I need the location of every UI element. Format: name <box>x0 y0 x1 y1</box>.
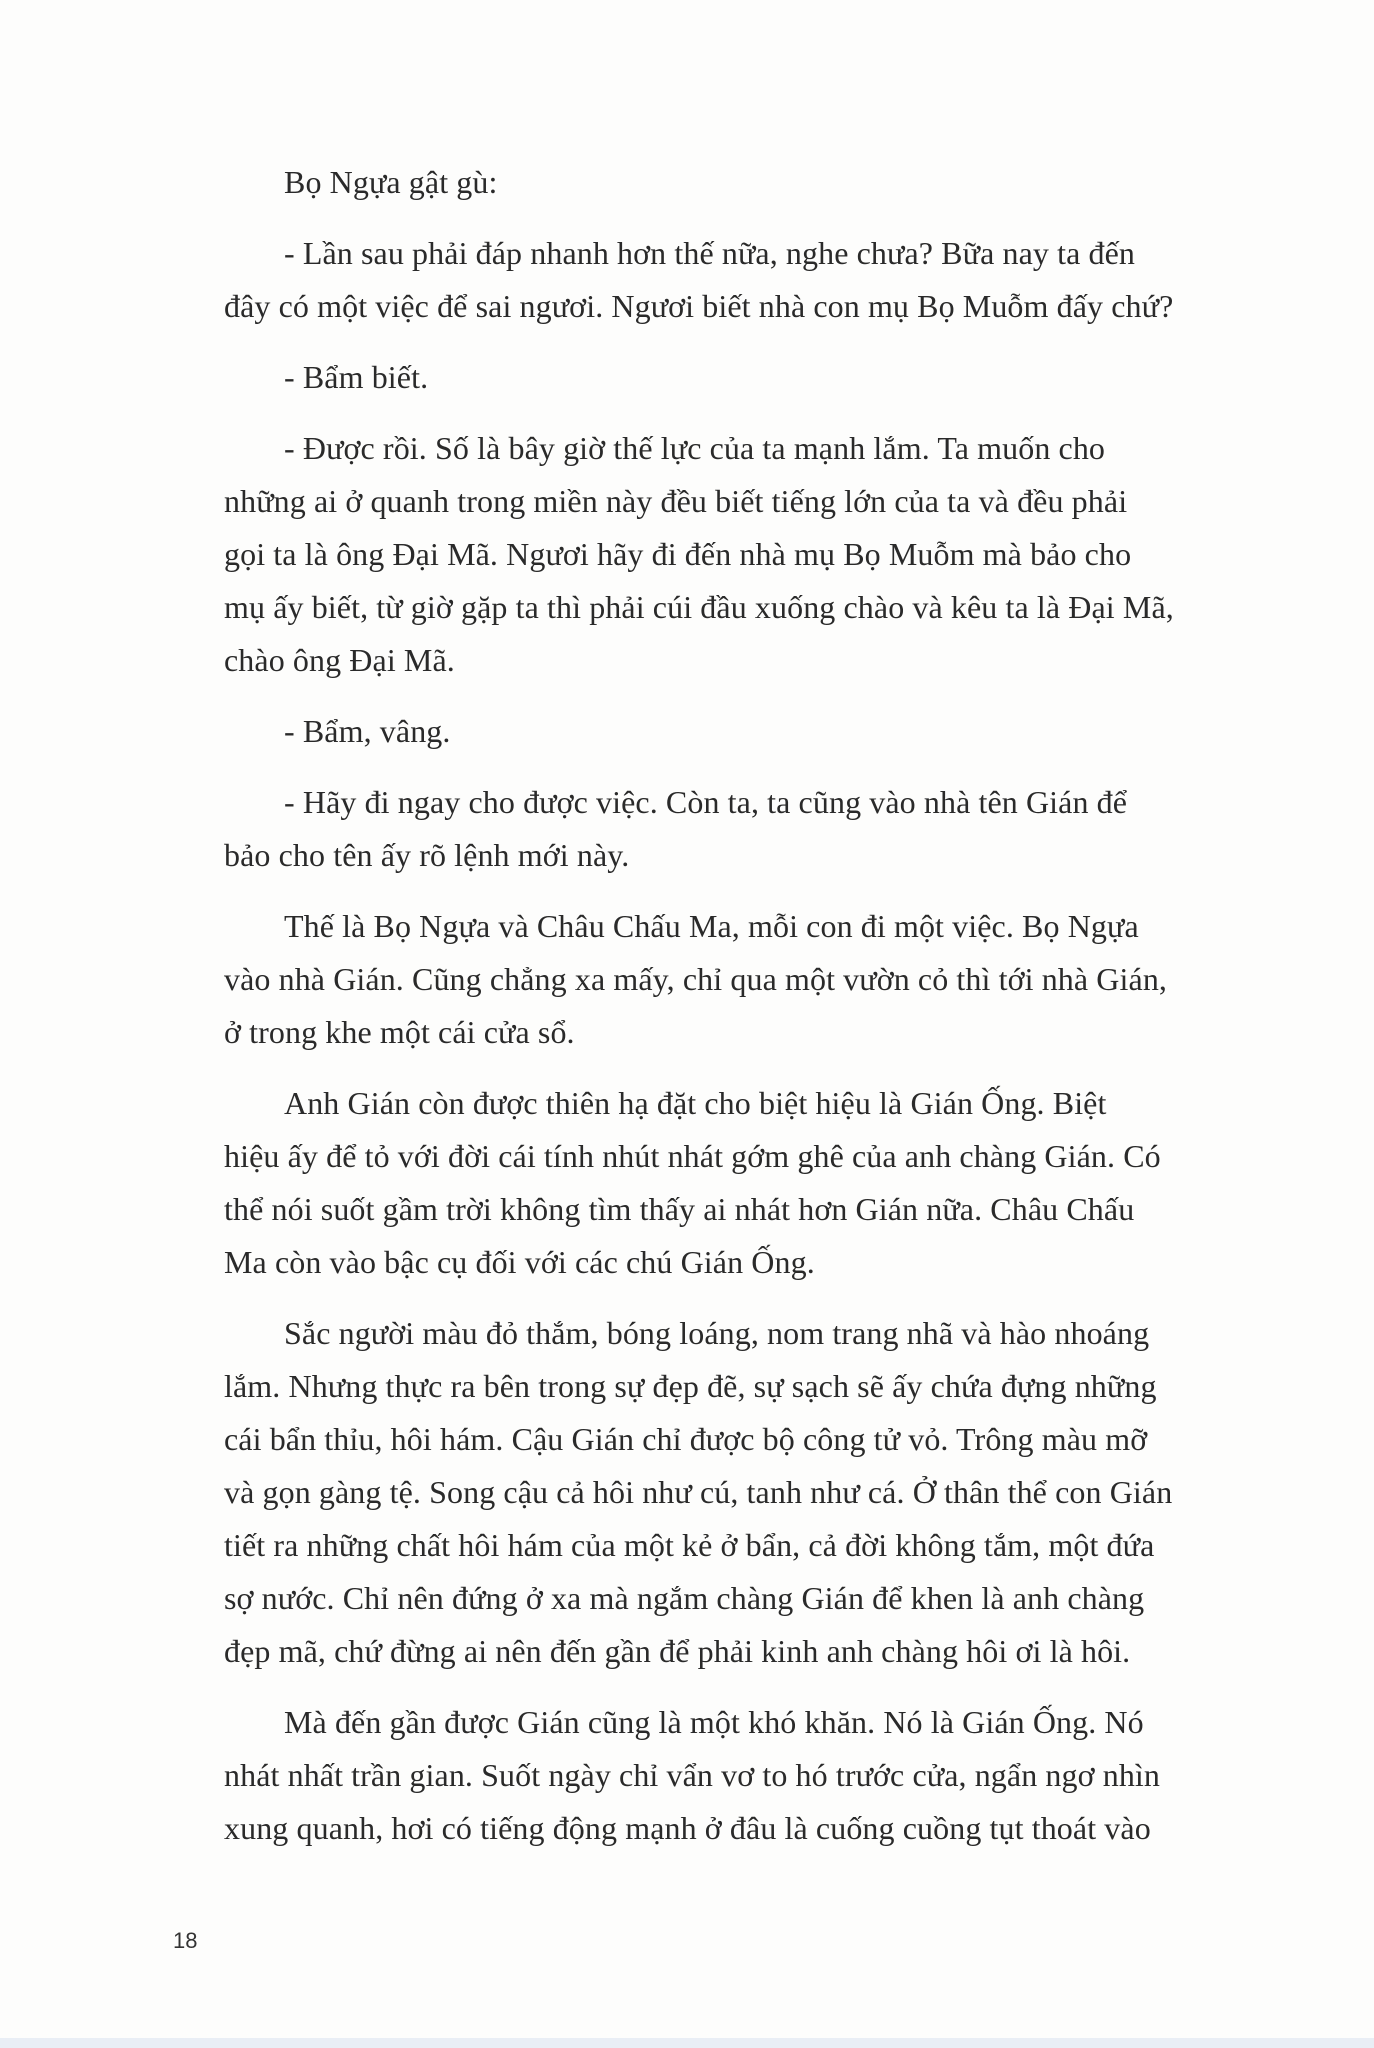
text-line: Sắc người màu đỏ thắm, bóng loáng, nom trang nhã và hào nhoáng <box>284 1315 1150 1351</box>
text-line: hiệu ấy để tỏ với đời cái tính nhút nhát gớm ghê của anh chàng Gián. Có <box>224 1138 1161 1174</box>
text-line: Thế là Bọ Ngựa và Châu Chấu Ma, mỗi con đi một việc. Bọ Ngựa <box>284 908 1139 944</box>
text-line: tiết ra những chất hôi hám của một kẻ ở bẩn, cả đời không tắm, một đứa <box>224 1527 1155 1563</box>
text-line: - Lần sau phải đáp nhanh hơn thế nữa, nghe chưa? Bữa nay ta đến <box>284 235 1135 271</box>
paragraph <box>224 1077 1248 1289</box>
text-line: gọi ta là ông Đại Mã. Ngươi hãy đi đến nhà mụ Bọ Muỗm mà bảo cho <box>224 536 1132 572</box>
text-line: Bọ Ngựa gật gù: <box>284 164 498 200</box>
text-line: cái bẩn thỉu, hôi hám. Cậu Gián chỉ được bộ công tử vỏ. Trông màu mỡ <box>224 1421 1148 1457</box>
text-line: bảo cho tên ấy rõ lệnh mới này. <box>224 837 630 873</box>
page-bottom-edge <box>0 2038 1374 2048</box>
text-line: thể nói suốt gầm trời không tìm thấy ai nhát hơn Gián nữa. Châu Chấu <box>224 1191 1135 1227</box>
text-line: và gọn gàng tệ. Song cậu cả hôi như cú, tanh như cá. Ở thân thể con Gián <box>224 1474 1173 1510</box>
text-line: Ma còn vào bậc cụ đối với các chú Gián Ống. <box>224 1244 815 1280</box>
text-line: ở trong khe một cái cửa sổ. <box>224 1014 575 1050</box>
paragraph <box>224 227 1248 333</box>
text-line: Mà đến gần được Gián cũng là một khó khăn. Nó là Gián Ống. Nó <box>284 1704 1144 1740</box>
text-line: lắm. Nhưng thực ra bên trong sự đẹp đẽ, sự sạch sẽ ấy chứa đựng những <box>224 1368 1157 1404</box>
text-line: xung quanh, hơi có tiếng động mạnh ở đâu là cuống cuồng tụt thoát vào <box>224 1810 1151 1846</box>
paragraph <box>224 900 1248 1059</box>
paragraph <box>224 776 1248 882</box>
text-line: nhát nhất trần gian. Suốt ngày chỉ vẩn vơ to hó trước cửa, ngẩn ngơ nhìn <box>224 1757 1161 1793</box>
paragraph <box>224 1307 1248 1678</box>
paragraph <box>280 705 1248 758</box>
paragraph <box>280 351 1248 404</box>
text-line: mụ ấy biết, từ giờ gặp ta thì phải cúi đầu xuống chào và kêu ta là Đại Mã, <box>224 589 1174 625</box>
text-line: đây có một việc để sai ngươi. Ngươi biết nhà con mụ Bọ Muỗm đấy chứ? <box>224 288 1174 324</box>
paragraph <box>224 422 1248 687</box>
text-line: Anh Gián còn được thiên hạ đặt cho biệt hiệu là Gián Ống. Biệt <box>284 1085 1107 1121</box>
text-line: - Bẩm, vâng. <box>284 713 451 749</box>
text-line: sợ nước. Chỉ nên đứng ở xa mà ngắm chàng Gián để khen là anh chàng <box>224 1580 1145 1616</box>
paragraph <box>280 156 1248 209</box>
text-line: vào nhà Gián. Cũng chẳng xa mấy, chỉ qua một vườn cỏ thì tới nhà Gián, <box>224 961 1168 997</box>
page-number: 18 <box>173 1928 198 1953</box>
text-line: đẹp mã, chứ đừng ai nên đến gần để phải kinh anh chàng hôi ơi là hôi. <box>224 1633 1131 1669</box>
text-line: những ai ở quanh trong miền này đều biết tiếng lớn của ta và đều phải <box>224 483 1128 519</box>
text-line: chào ông Đại Mã. <box>224 642 455 678</box>
paragraph <box>224 1696 1248 1855</box>
text-line: - Bẩm biết. <box>284 359 429 395</box>
text-line: - Hãy đi ngay cho được việc. Còn ta, ta cũng vào nhà tên Gián để <box>284 784 1128 820</box>
text-line: - Được rồi. Số là bây giờ thế lực của ta mạnh lắm. Ta muốn cho <box>284 430 1106 466</box>
page-text <box>224 156 1248 1873</box>
